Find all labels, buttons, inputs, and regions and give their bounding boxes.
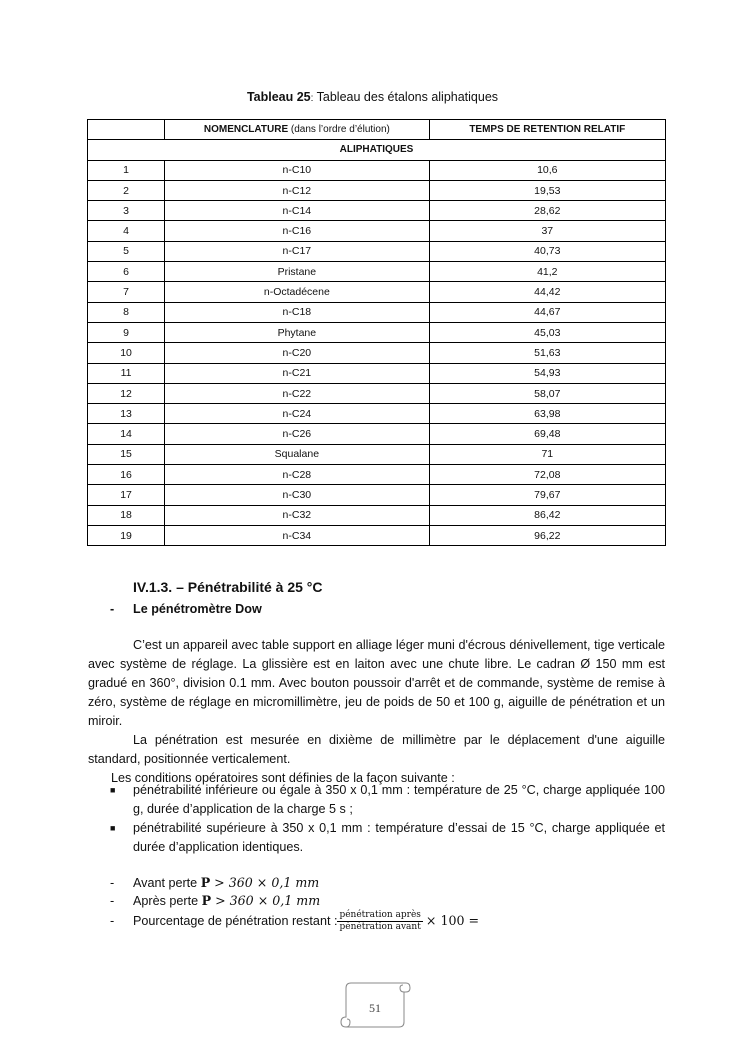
bullet-text: pénétrabilité supérieure à 350 x 0,1 mm : température d’essai de 15 °C, charge appliquée et durée d’application identiques. xyxy=(133,821,665,854)
row-index: 19 xyxy=(88,525,165,545)
table-row xyxy=(88,383,666,403)
table-row xyxy=(88,485,666,505)
caption-text: Tableau des étalons aliphatiques xyxy=(313,90,499,104)
row-index: 16 xyxy=(88,465,165,485)
row-index: 13 xyxy=(88,404,165,424)
row-nomenclature: Phytane xyxy=(165,322,429,342)
table-row xyxy=(88,302,666,322)
p-symbol: P xyxy=(201,893,212,908)
table-row xyxy=(88,363,666,383)
formula-apres-expr xyxy=(202,893,321,908)
caption-separator: : xyxy=(310,93,314,104)
table-row xyxy=(88,343,666,363)
paragraph-3: Les conditions opératoires sont définies de la façon suivante : xyxy=(111,771,455,785)
row-index: 14 xyxy=(88,424,165,444)
row-temps: 72,08 xyxy=(429,465,665,485)
row-nomenclature: n-Octadécene xyxy=(165,282,429,302)
row-index: 17 xyxy=(88,485,165,505)
row-temps: 69,48 xyxy=(429,424,665,444)
caption-label: Tableau 25 xyxy=(246,90,311,104)
row-nomenclature: n-C34 xyxy=(165,525,429,545)
formula-dash: - xyxy=(110,913,115,928)
row-nomenclature: n-C21 xyxy=(165,363,429,383)
table-row xyxy=(88,201,666,221)
row-index: 10 xyxy=(88,343,165,363)
row-temps: 58,07 xyxy=(429,383,665,403)
table-row xyxy=(88,505,666,525)
fraction-numerator: pénétration après xyxy=(339,910,421,920)
paragraph-2: La pénétration est mesurée en dixième de millimètre par le déplacement d'une aiguille standard, positionnée verticalement. xyxy=(88,733,665,766)
table-row xyxy=(88,525,666,545)
formula-condition: > 360 × 0,1 xyxy=(210,875,296,890)
bullet-list xyxy=(110,781,665,857)
row-temps: 96,22 xyxy=(429,525,665,545)
bullet-square-icon: ■ xyxy=(110,785,116,795)
formula-avant-label: Avant perte xyxy=(133,876,201,890)
formula-avant xyxy=(110,873,319,893)
body-text xyxy=(88,636,665,788)
page-footer xyxy=(338,980,412,1030)
table-row xyxy=(88,322,666,342)
list-item xyxy=(110,781,665,819)
formula-condition: > 360 × 0,1 xyxy=(211,893,297,908)
row-index: 3 xyxy=(88,201,165,221)
row-temps: 86,42 xyxy=(429,505,665,525)
paragraph-1: C’est un appareil avec table support en alliage léger muni d'écrous dénivellement, tige verticale avec système de réglage. La glissière est en laiton avec une chute libre. Le cadran Ø 150 mm est gradué en 360°, division 0.1 mm. Avec bouton poussoir d'arrêt et de commande, système de remise à zéro, système de réglage en micromillimètre, jeu de poids de 50 et 100 g, aiguille de pénétration et un miroir. xyxy=(88,638,665,728)
formula-dash: - xyxy=(110,894,115,908)
row-nomenclature: Pristane xyxy=(165,262,429,282)
row-temps: 40,73 xyxy=(429,241,665,261)
row-nomenclature: n-C26 xyxy=(165,424,429,444)
row-temps: 54,93 xyxy=(429,363,665,383)
row-index: 1 xyxy=(88,160,165,180)
row-nomenclature: n-C28 xyxy=(165,465,429,485)
table-row xyxy=(88,282,666,302)
table-row xyxy=(88,262,666,282)
row-nomenclature: n-C24 xyxy=(165,404,429,424)
subheading xyxy=(110,600,262,619)
row-index: 9 xyxy=(88,322,165,342)
etalons-table xyxy=(87,119,666,546)
row-nomenclature: n-C17 xyxy=(165,241,429,261)
header-nomenclature-note: (dans l’ordre d’élution) xyxy=(288,123,390,135)
formula-avant-expr xyxy=(201,875,320,890)
row-temps: 45,03 xyxy=(429,322,665,342)
row-nomenclature: n-C20 xyxy=(165,343,429,363)
row-temps: 37 xyxy=(429,221,665,241)
fraction-denominator: pénétration avant xyxy=(339,922,421,932)
row-nomenclature: n-C18 xyxy=(165,302,429,322)
row-temps: 44,67 xyxy=(429,302,665,322)
row-temps: 79,67 xyxy=(429,485,665,505)
formula-pct-label: Pourcentage de pénétration restant : xyxy=(133,913,338,928)
formula-apres xyxy=(110,891,320,911)
row-nomenclature: n-C14 xyxy=(165,201,429,221)
row-nomenclature: Squalane xyxy=(165,444,429,464)
row-temps: 28,62 xyxy=(429,201,665,221)
row-temps: 44,42 xyxy=(429,282,665,302)
header-index xyxy=(88,120,165,140)
row-index: 18 xyxy=(88,505,165,525)
header-nomenclature xyxy=(165,120,429,140)
subheading-dash: - xyxy=(110,602,115,616)
section-heading: IV.1.3. – Pénétrabilité à 25 °C xyxy=(133,579,323,595)
bullet-square-icon: ■ xyxy=(110,823,116,833)
table-row xyxy=(88,424,666,444)
row-index: 7 xyxy=(88,282,165,302)
row-nomenclature: n-C30 xyxy=(165,485,429,505)
list-item xyxy=(110,819,665,857)
row-nomenclature: n-C32 xyxy=(165,505,429,525)
subheading-text: Le pénétromètre Dow xyxy=(133,602,262,616)
formula-pourcentage xyxy=(110,910,479,933)
row-index: 5 xyxy=(88,241,165,261)
row-temps: 51,63 xyxy=(429,343,665,363)
row-temps: 10,6 xyxy=(429,160,665,180)
formula-unit: mm xyxy=(296,893,321,908)
table-row xyxy=(88,465,666,485)
table-row xyxy=(88,444,666,464)
row-nomenclature: n-C10 xyxy=(165,160,429,180)
p-symbol: P xyxy=(200,875,211,890)
table-row xyxy=(88,160,666,180)
header-nomenclature-label: NOMENCLATURE xyxy=(203,123,289,135)
row-temps: 41,2 xyxy=(429,262,665,282)
group-label: ALIPHATIQUES xyxy=(88,140,666,160)
formula-dash: - xyxy=(110,876,115,890)
table-group-row xyxy=(88,140,666,160)
table-caption xyxy=(0,90,745,104)
row-nomenclature: n-C22 xyxy=(165,383,429,403)
row-index: 4 xyxy=(88,221,165,241)
row-index: 11 xyxy=(88,363,165,383)
table-row xyxy=(88,241,666,261)
row-temps: 63,98 xyxy=(429,404,665,424)
row-temps: 19,53 xyxy=(429,180,665,200)
page-number: 51 xyxy=(369,1001,381,1015)
row-index: 6 xyxy=(88,262,165,282)
row-nomenclature: n-C16 xyxy=(165,221,429,241)
table-row xyxy=(88,404,666,424)
row-index: 2 xyxy=(88,180,165,200)
table-row xyxy=(88,180,666,200)
row-index: 12 xyxy=(88,383,165,403)
formula-apres-label: Après perte xyxy=(133,894,202,908)
formula-unit: mm xyxy=(295,875,320,890)
row-temps: 71 xyxy=(429,444,665,464)
table-header-row xyxy=(88,120,666,140)
row-index: 15 xyxy=(88,444,165,464)
row-index: 8 xyxy=(88,302,165,322)
header-temps: TEMPS DE RETENTION RELATIF xyxy=(429,120,665,140)
bullet-text: pénétrabilité inférieure ou égale à 350 x 0,1 mm : température de 25 °C, charge appliquée 100 g, durée d’application de la charge 5 s ; xyxy=(133,783,665,816)
row-nomenclature: n-C12 xyxy=(165,180,429,200)
table-row xyxy=(88,221,666,241)
formula-fraction xyxy=(337,910,422,933)
formula-tail: × 100 = xyxy=(425,912,480,928)
